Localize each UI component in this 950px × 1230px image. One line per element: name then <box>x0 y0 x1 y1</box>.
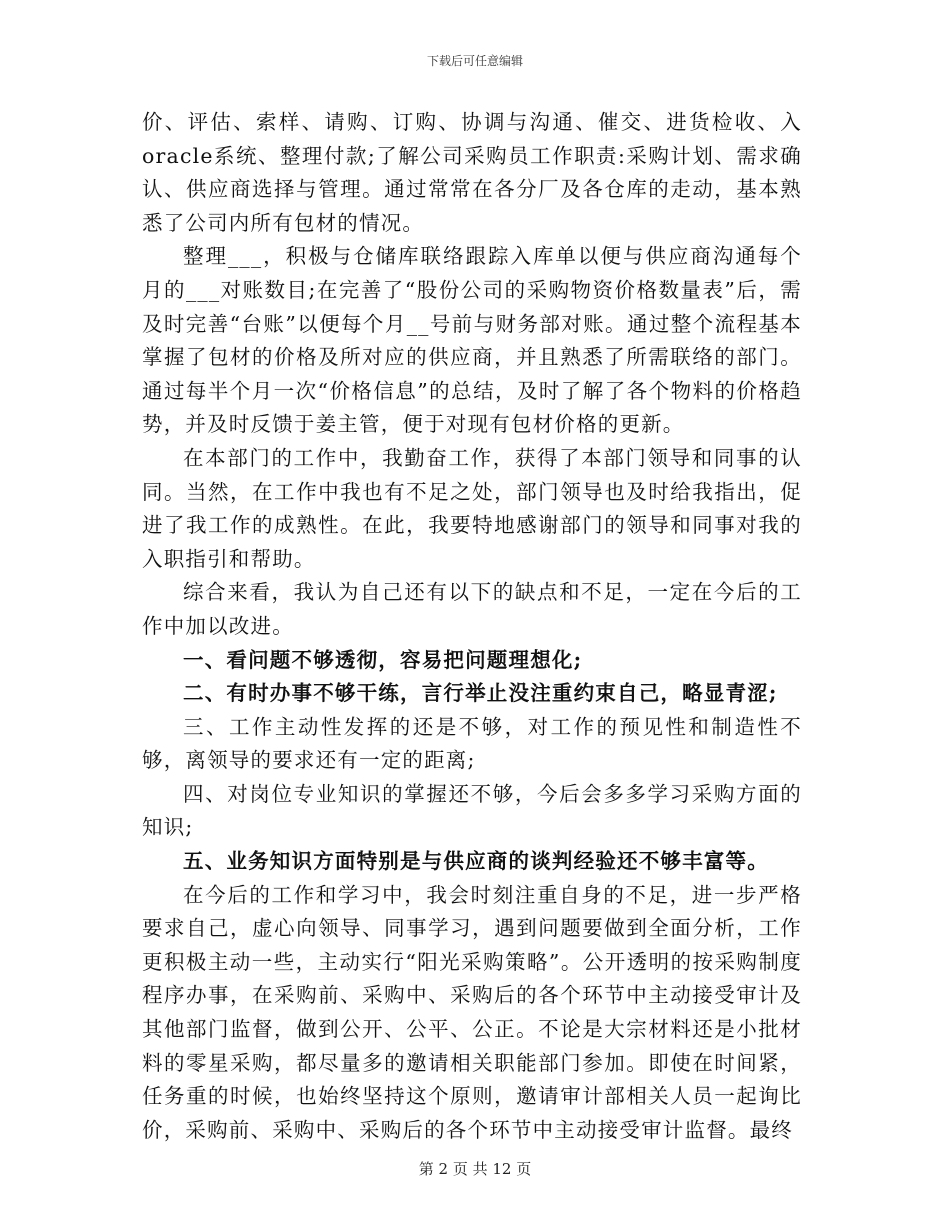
paragraph-summary: 综合来看，我认为自己还有以下的缺点和不足，一定在今后的工作中加以改进。 <box>142 580 802 638</box>
paragraph-continuation: 价、评估、索样、请购、订购、协调与沟通、催交、进货检收、入oracle系统、整理付款;了解公司采购员工作职责:采购计划、需求确认、供应商选择与管理。通过常常在各分厂及各仓库的走动，基本熟悉了公司内所有包材的情况。 <box>142 110 802 235</box>
paragraph-future-plan: 在今后的工作和学习中，我会时刻注重自身的不足，进一步严格要求自己，虚心向领导、同事学习，遇到问题要做到全面分析，工作更积极主动一些，主动实行“阳光采购策略”。公开透明的按采购制度程序办事，在采购前、采购中、采购后的各个环节中主动接受审计及其他部门监督，做到公开、公平、公正。不论是大宗材料还是小批材料的零星采购，都尽量多的邀请相关职能部门参加。即使在时间紧，任务重的时候，也始终坚持这个原则，邀请审计部相关人员一起询比价，采购前、采购中、采购后的各个环节中主动接受审计监督。最终 <box>142 882 802 1142</box>
page-number: 第 2 页 共 12 页 <box>418 1160 532 1178</box>
shortcoming-item-2: 二、有时办事不够干练，言行举止没注重约束自己，略显青涩; <box>183 681 778 706</box>
paragraph-reconciliation: 整理___，积极与仓储库联络跟踪入库单以便与供应商沟通每个月的___对账数目;在完善了“股份公司的采购物资价格数量表”后，需及时完善“台账”以便每个月__号前与财务部对账。通过整个流程基本掌握了包材的价格及所对应的供应商，并且熟悉了所需联络的部门。通过每半个月一次“价格信息”的总结，及时了解了各个物料的价格趋势，并及时反馈于姜主管，便于对现有包材价格的更新。 <box>142 244 802 437</box>
page-header: 下载后可任意编辑 <box>426 54 523 68</box>
shortcoming-item-1: 一、看问题不够透彻，容易把问题理想化; <box>183 647 583 672</box>
shortcoming-item-3: 三、工作主动性发挥的还是不够，对工作的预见性和制造性不够，离领导的要求还有一定的距离; <box>142 714 802 773</box>
shortcoming-item-4: 四、对岗位专业知识的掌握还不够，今后会多多学习采购方面的知识; <box>142 781 802 840</box>
shortcoming-item-5: 五、业务知识方面特别是与供应商的谈判经验还不够丰富等。 <box>183 849 769 874</box>
paragraph-department-work: 在本部门的工作中，我勤奋工作，获得了本部门领导和同事的认同。当然，在工作中我也有不足之处，部门领导也及时给我指出，促进了我工作的成熟性。在此，我要特地感谢部门的领导和同事对我的入职指引和帮助。 <box>142 445 802 571</box>
document-body <box>142 106 802 1147</box>
